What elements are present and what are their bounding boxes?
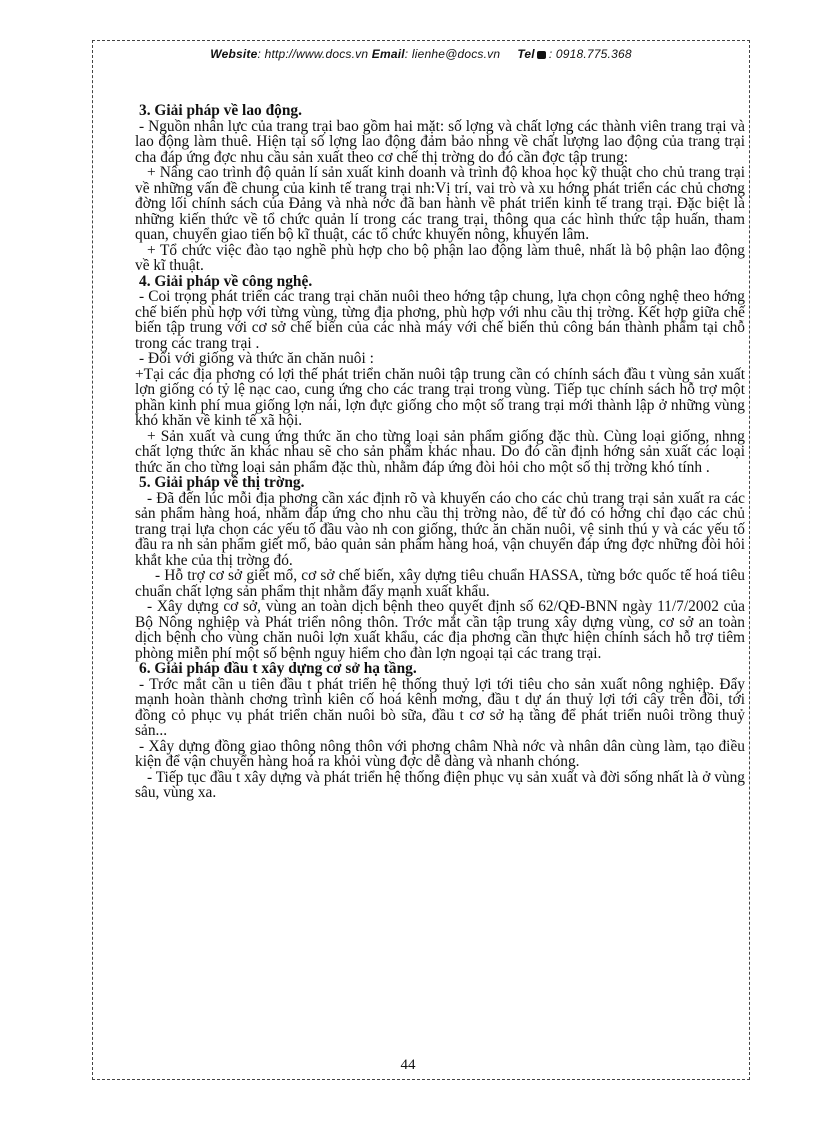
paragraph: - Xây dựng cơ sở, vùng an toàn dịch bệnh theo quyết định số 62/QĐ-BNN ngày 11/7/2002 của Bộ Nông nghiệp và Phát triển nông thôn. Trớc mắt cần tập trung xây dựng vùng, cơ sở an toàn dịch bệnh cho vùng chăn nuôi lợn xuất khẩu, các địa phơng cần thực hiện chính sách hỗ trợ tiêm phòng miễn phí một số bệnh nguy hiểm cho đàn lợn ngoại tại các trang trại. <box>135 598 745 662</box>
paragraph: + Sản xuất và cung ứng thức ăn cho từng loại sản phẩm giống đặc thù. Cùng loại giống, nhng chất lợng thức ăn khác nhau sẽ cho sản phẩm khác nhau. Do đó cần định hớng sản xuất các loại thức ăn cho từng loại sản phẩm đặc thù, nhằm đáp ứng đòi hỏi cho một số thị trờng khó tính . <box>135 427 745 476</box>
paragraph: - Đối với giống và thức ăn chăn nuôi : <box>139 350 374 367</box>
tel-value: : 0918.775.368 <box>548 47 632 61</box>
paragraph: - Nguồn nhân lực của trang trại bao gồm hai mặt: số lợng và chất lợng các thành viên trang trại và lao động làm thuê. Hiện tại số lợng lao động đảm bảo nhng về chất lượng lao động của trang trại cha đáp ứng đợc nhu cầu sản xuất theo cơ chế thị trờng do đó cần đợc tập trung: <box>135 117 745 166</box>
paragraph: - Hỗ trợ cơ sở giết mổ, cơ sở chế biến, xây dựng tiêu chuẩn HASSA, từng bớc quốc tế hoá tiêu chuẩn chất lợng sản phẩm thịt nhằm đẩy mạnh xuất khẩu. <box>135 567 745 600</box>
paragraph: - Trớc mắt cần u tiên đầu t phát triển hệ thống thuỷ lợi tới tiêu cho sản xuất nông nghiệp. Đẩy mạnh hoàn thành chơng trình kiên cố hoá kênh mơng, đầu t dự án thuỷ lợi tới cây trên đồi, tới đồng cỏ phục vụ phát triển chăn nuôi bò sữa, đầu t cơ sở hạ tầng để phát triển nuôi trồng thuỷ sản... <box>135 675 745 739</box>
document-body <box>135 103 745 801</box>
email-label: Email <box>371 47 405 61</box>
section-heading: 5. Giải pháp về thị trờng. <box>139 474 305 491</box>
website-value[interactable]: : http://www.docs.vn <box>257 47 369 61</box>
paragraph: +Tại các địa phơng có lợi thế phát triển chăn nuôi tập trung cần có chính sách đầu t vùng sản xuất lợn giống có tỷ lệ nạc cao, cung ứng cho các trang trại trong vùng. Tiếp tục chính sách hỗ trợ một phần kinh phí mua giống lợn nái, lợn đực giống cho một số trang trại mới thành lập ở những vùng khó khăn về kinh tế xã hội. <box>135 365 745 429</box>
paragraph: + Tổ chức việc đào tạo nghề phù hợp cho bộ phận lao động làm thuê, nhất là bộ phận lao động về kĩ thuật. <box>135 241 745 274</box>
tel-label: Tel <box>517 47 535 61</box>
page-number: 44 <box>400 1057 416 1073</box>
paragraph: - Coi trọng phát triển các trang trại chăn nuôi theo hớng tập chung, lựa chọn công nghệ theo hớng chế biến phù hợp với từng vùng, từng địa phơng, phù hợp với nhu cầu thị trờng. Kết hợp giữa chế biến tập trung với cơ sở chế biến của các nhà máy với chế biến thủ công bán thành phẩm tại chỗ trong các trang trại . <box>135 288 745 352</box>
website-label: Website <box>210 47 258 61</box>
page-header <box>92 47 750 61</box>
paragraph: - Tiếp tục đầu t xây dựng và phát triển hệ thống điện phục vụ sản xuất và đời sống nhất là ở vùng sâu, vùng xa. <box>135 768 745 801</box>
section-heading: 6. Giải pháp đầu t xây dựng cơ sở hạ tầng. <box>139 660 417 677</box>
paragraph: - Đã đến lúc mỗi địa phơng cần xác định rõ và khuyến cáo cho các chủ trang trại sản xuất ra các sản phẩm hàng hoá, nhằm đáp ứng cho nhu cầu thị trờng nào, để từ đó có hớng chỉ đạo các chủ trang trại lựa chọn các yếu tố đầu vào nh con giống, thức ăn chăn nuôi, vệ sinh thú y và các yếu tố đầu ra nh sản phẩm giết mổ, bảo quản sản phẩm hàng hoá, vận chuyển đáp ứng đợc những đòi hỏi khắt khe của thị trờng đó. <box>135 489 745 569</box>
section-heading: 4. Giải pháp về công nghệ. <box>139 272 313 290</box>
paragraph: - Xây dựng đồng giao thông nông thôn với phơng châm Nhà nớc và nhân dân cùng làm, tạo điều kiện để vận chuyển hàng hoá ra khỏi vùng đợc dễ dàng và nhanh chóng. <box>135 737 745 770</box>
paragraph: + Nâng cao trình độ quản lí sản xuất kinh doanh và trình độ khoa học kỹ thuật cho chủ trang trại về những vấn đề chung của kinh tế trang trại nh:Vị trí, vai trò và xu hớng phát triển các chủ chơng đờng lối chính sách của Đảng và nhà nớc đã ban hành về phát triển kinh tế trang trại. Đặc biệt là những kiến thức về tổ chức quản lí trong các trang trại, thông qua các hình thức tập huấn, tham quan, chuyển giao tiến bộ kĩ thuật, các tổ chức khuyến nông, khuyến lâm. <box>135 164 745 243</box>
email-value[interactable]: : lienhe@docs.vn <box>404 47 501 61</box>
phone-icon <box>537 51 546 59</box>
section-heading: 3. Giải pháp về lao động. <box>139 102 302 119</box>
